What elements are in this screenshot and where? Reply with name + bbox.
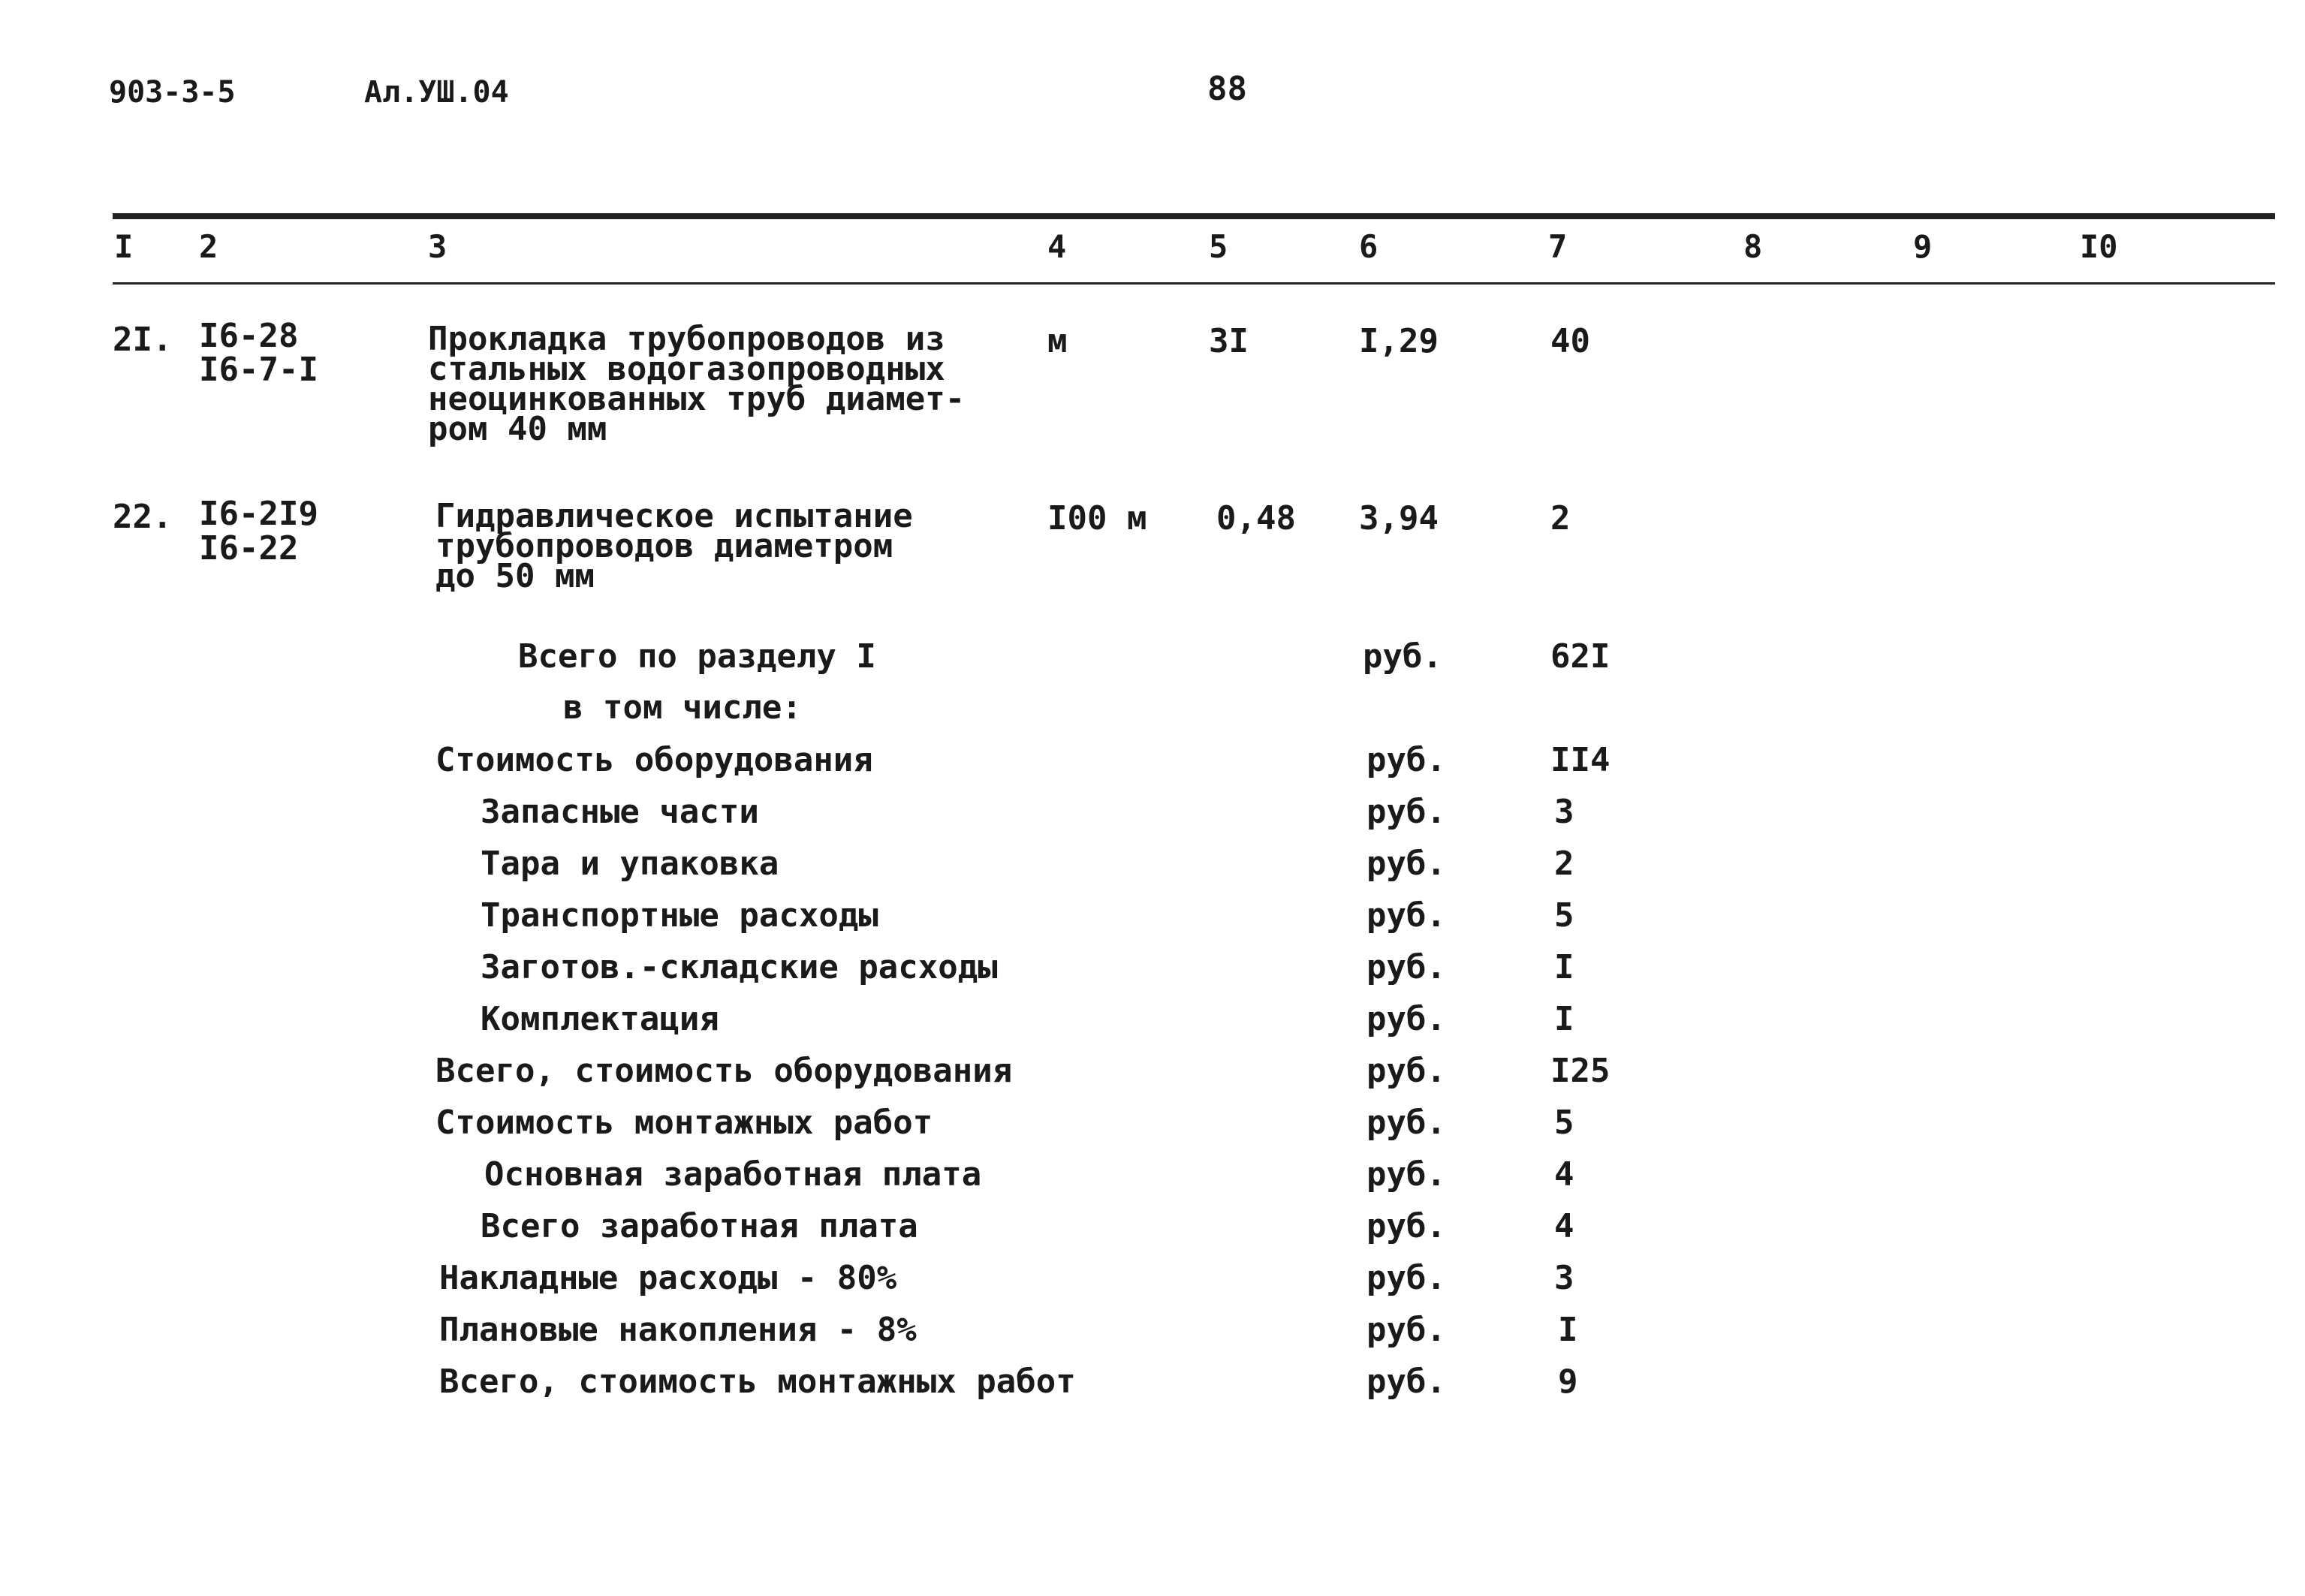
row-unit-price: I,29 [1359, 322, 1439, 360]
summary-unit: руб. [1366, 1207, 1446, 1245]
row-unit: I00 м [1047, 499, 1147, 538]
row-code: I6-7-I [199, 351, 318, 389]
summary-unit: руб. [1366, 1052, 1446, 1090]
summary-unit: руб. [1366, 1363, 1446, 1401]
summary-unit: руб. [1366, 793, 1446, 831]
column-header-2: 2 [199, 228, 218, 265]
summary-label: Транспортные расходы [481, 896, 878, 935]
summary-value: 4 [1554, 1155, 1574, 1194]
row-description-line: до 50 мм [435, 557, 595, 595]
summary-value: 5 [1554, 896, 1574, 935]
summary-label: Всего заработная плата [481, 1207, 918, 1245]
row-unit: м [1047, 322, 1068, 360]
summary-value: 2 [1554, 845, 1574, 883]
summary-label: Стоимость монтажных работ [435, 1104, 933, 1142]
summary-value: 3 [1554, 1259, 1574, 1297]
page-number: 88 [1207, 70, 1247, 108]
row-description-line: стальных водогазопроводных [428, 350, 945, 388]
row-total: 2 [1550, 499, 1571, 538]
summary-value: 5 [1554, 1104, 1574, 1142]
summary-label: в том числе: [563, 688, 802, 727]
row-total: 40 [1550, 322, 1590, 360]
summary-unit: руб. [1366, 1000, 1446, 1038]
summary-value: II4 [1550, 741, 1610, 779]
summary-unit: руб. [1366, 1311, 1446, 1349]
summary-unit: руб. [1366, 741, 1446, 779]
row-code: I6-2I9 [199, 495, 318, 533]
summary-unit: руб. [1366, 1259, 1446, 1297]
summary-unit: руб. [1366, 1104, 1446, 1142]
summary-label: Основная заработная плата [484, 1155, 982, 1194]
row-quantity: 3I [1209, 322, 1249, 360]
summary-unit: руб. [1366, 845, 1446, 883]
album-code: Ал.УШ.04 [364, 75, 509, 110]
summary-value: 62I [1550, 637, 1610, 676]
row-code: I6-28 [199, 317, 299, 355]
summary-value: I [1558, 1311, 1578, 1349]
summary-value: I [1554, 948, 1574, 986]
summary-label: Стоимость оборудования [435, 741, 873, 779]
summary-label: Комплектация [481, 1000, 719, 1038]
summary-value: I25 [1550, 1052, 1610, 1090]
column-header-10: I0 [2080, 228, 2118, 265]
column-header-1: I [114, 228, 134, 265]
row-unit-price: 3,94 [1359, 499, 1439, 538]
row-number: 22. [113, 498, 173, 536]
row-description-line: ром 40 мм [428, 410, 607, 448]
row-description-line: неоцинкованных труб диамет- [428, 380, 966, 418]
summary-unit: руб. [1366, 948, 1446, 986]
column-header-8: 8 [1743, 228, 1763, 265]
summary-unit: руб. [1363, 637, 1442, 676]
row-description-line: Гидравлическое испытание [435, 497, 913, 535]
column-header-7: 7 [1548, 228, 1568, 265]
summary-label: Тара и упаковка [481, 845, 779, 883]
summary-label: Плановые накопления - 8% [439, 1311, 917, 1349]
summary-label: Запасные части [481, 793, 759, 831]
table-top-rule [113, 213, 2275, 219]
table-header-rule [113, 282, 2275, 285]
column-header-4: 4 [1047, 228, 1067, 265]
row-code: I6-22 [199, 529, 299, 568]
summary-value: 9 [1558, 1363, 1578, 1401]
summary-label: Заготов.-складские расходы [481, 948, 998, 986]
summary-label: Всего, стоимость монтажных работ [439, 1363, 1076, 1401]
summary-label: Накладные расходы - 80% [439, 1259, 897, 1297]
summary-value: I [1554, 1000, 1574, 1038]
row-number: 2I. [113, 321, 173, 359]
summary-value: 4 [1554, 1207, 1574, 1245]
summary-unit: руб. [1366, 896, 1446, 935]
document-code: 903-3-5 [109, 75, 236, 110]
row-description-line: Прокладка трубопроводов из [428, 320, 945, 358]
summary-label: Всего по разделу I [518, 637, 876, 676]
summary-value: 3 [1554, 793, 1574, 831]
column-header-5: 5 [1209, 228, 1228, 265]
row-description-line: трубопроводов диаметром [435, 527, 893, 565]
column-header-6: 6 [1359, 228, 1378, 265]
summary-label: Всего, стоимость оборудования [435, 1052, 1013, 1090]
column-header-3: 3 [428, 228, 447, 265]
column-header-9: 9 [1913, 228, 1933, 265]
summary-unit: руб. [1366, 1155, 1446, 1194]
row-quantity: 0,48 [1216, 499, 1296, 538]
